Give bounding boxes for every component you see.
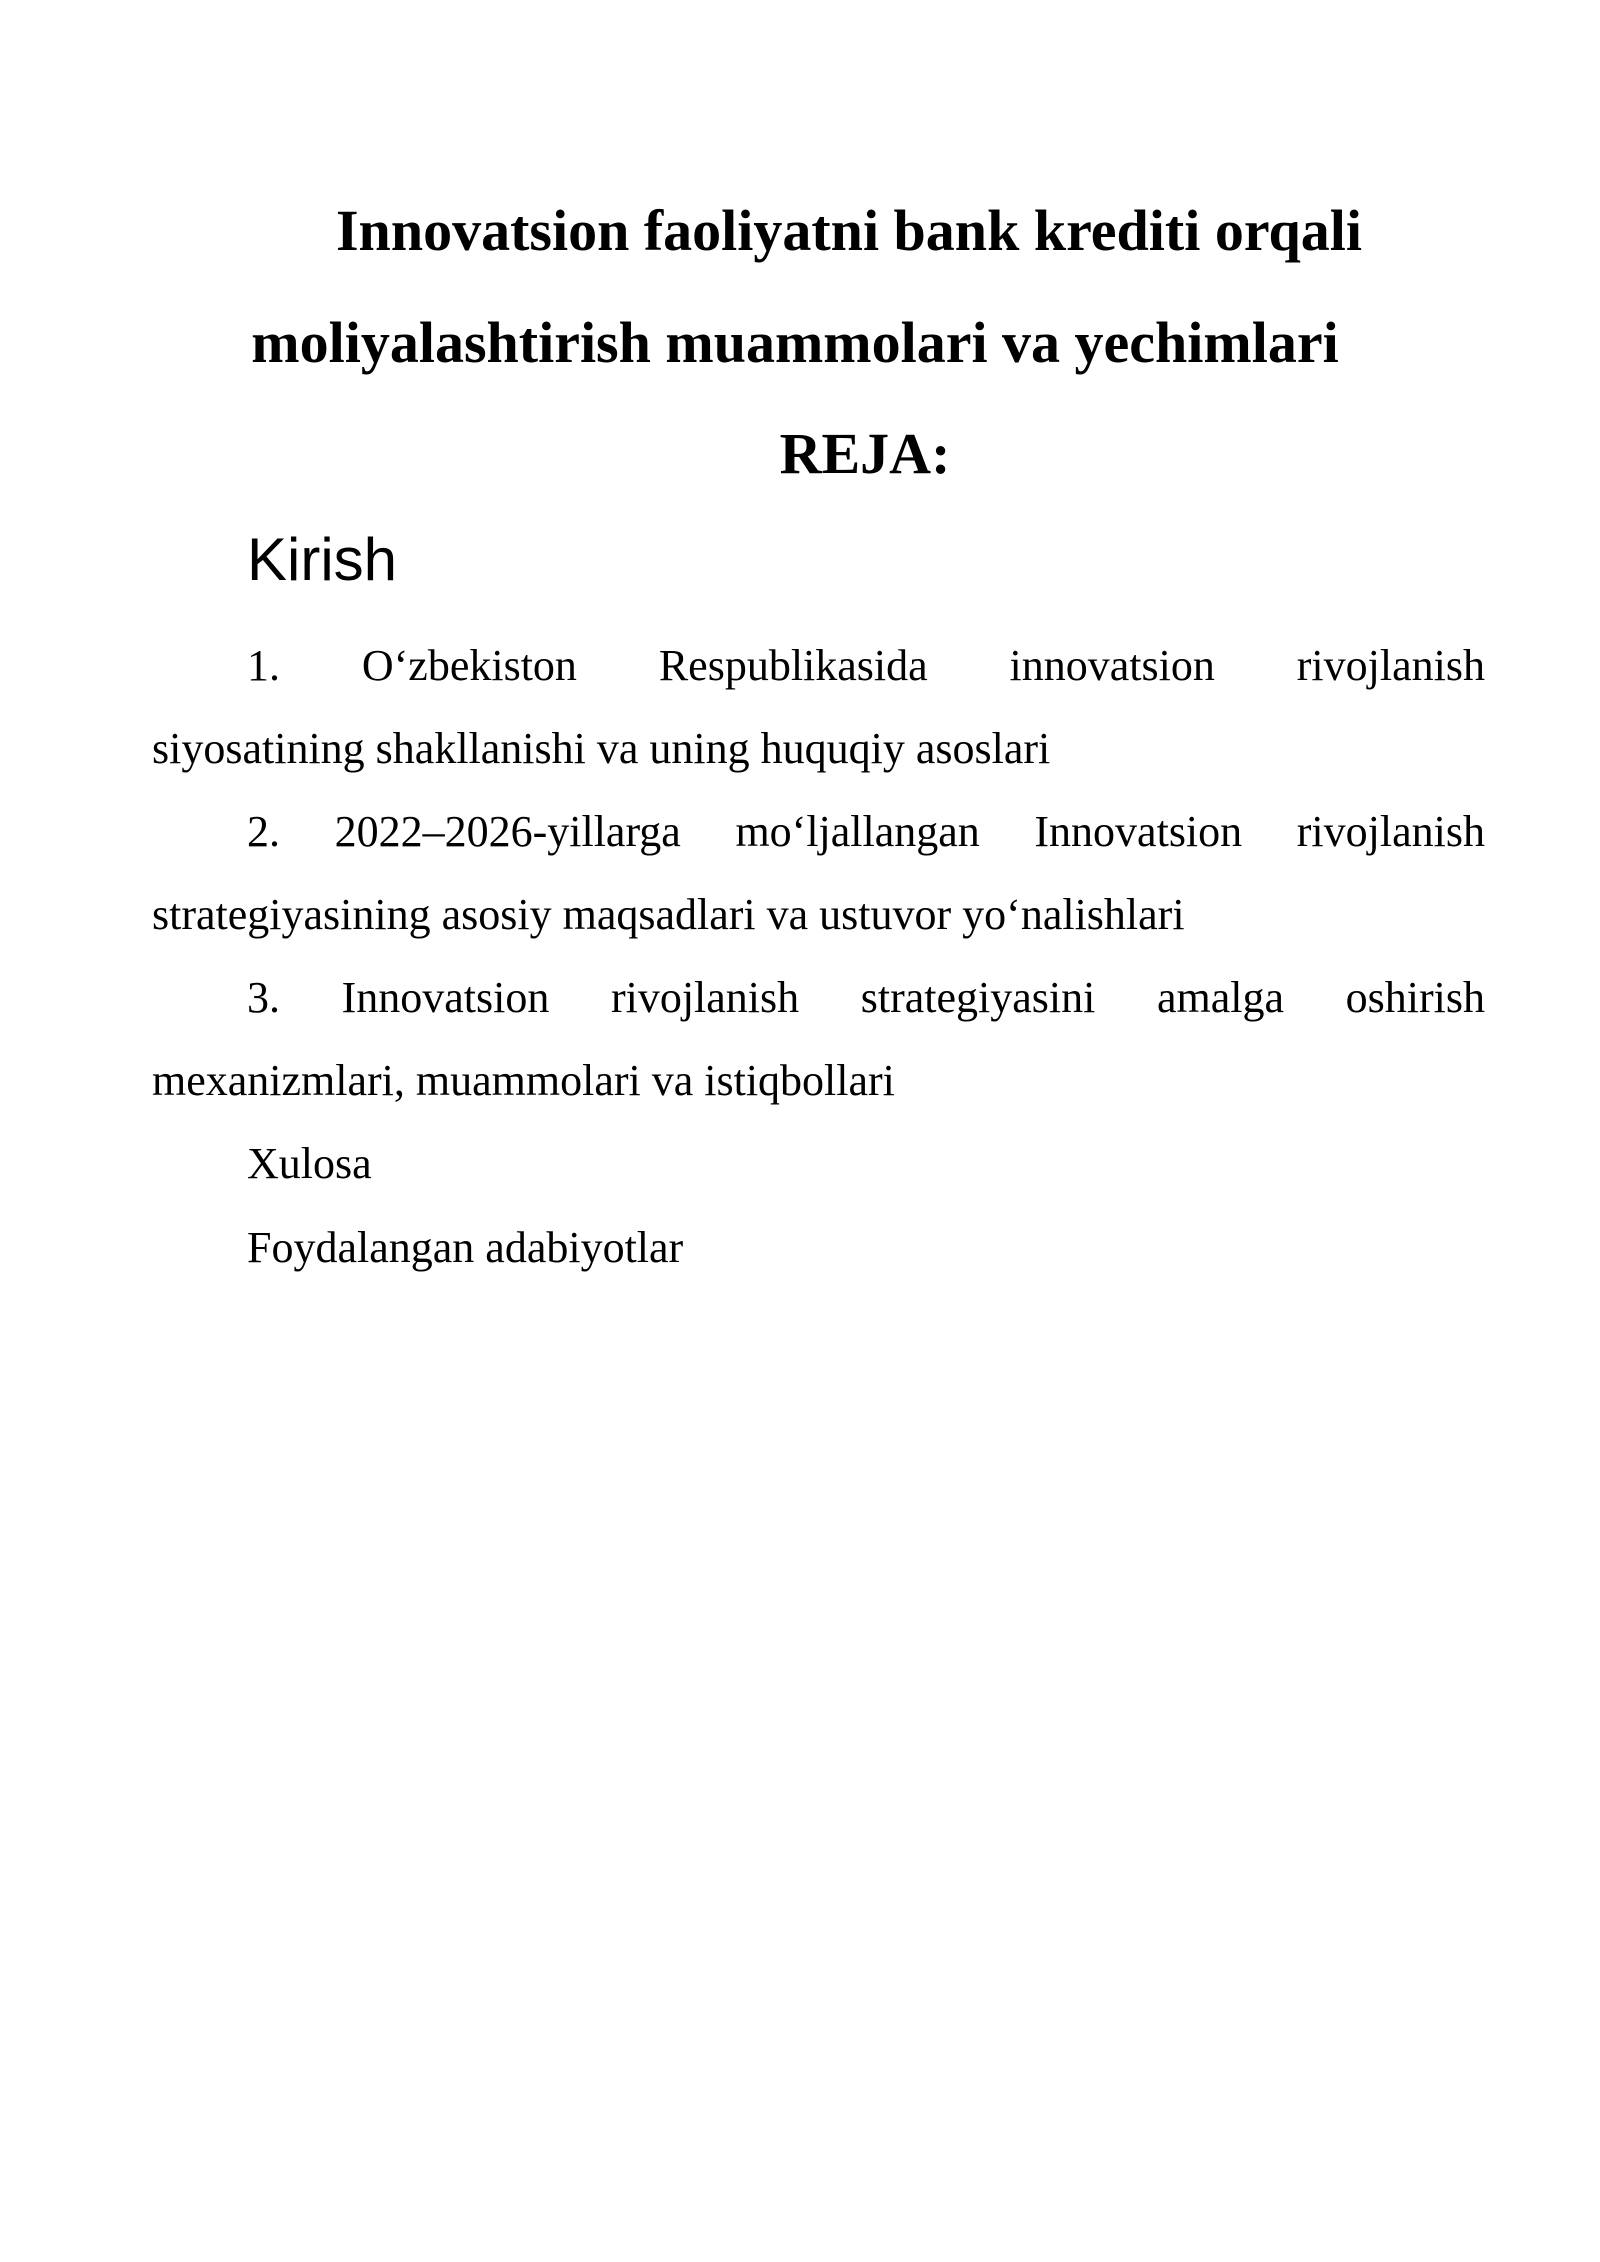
plan-item-word: mo‘ljallangan	[735, 807, 980, 856]
plan-item-3-line-1	[247, 973, 1485, 1022]
plan-item-2-line-2: strategiyasining asosiy maqsadlari va ustuvor yo‘nalishlari	[152, 890, 1185, 939]
plan-item-word: 2.	[247, 807, 280, 856]
plan-item-word: rivojlanish	[1296, 641, 1485, 690]
conclusion-heading: Xulosa	[247, 1139, 372, 1188]
plan-item-2-line-1	[247, 807, 1485, 856]
references-heading: Foydalangan adabiyotlar	[247, 1223, 684, 1272]
plan-item-word: 3.	[247, 973, 280, 1022]
plan-item-word: Innovatsion	[1034, 807, 1243, 856]
plan-item-word: O‘zbekiston	[361, 641, 577, 690]
plan-item-word: amalga	[1156, 973, 1284, 1022]
plan-item-word: Respublikasida	[658, 641, 928, 690]
plan-item-word: rivojlanish	[1296, 807, 1485, 856]
document-title-line-1: Innovatsion faoliyatni bank krediti orqali	[335, 198, 1363, 263]
document-title-line-2: moliyalashtirish muammolari va yechimlari	[251, 310, 1339, 375]
plan-item-word: rivojlanish	[610, 973, 800, 1022]
plan-item-word: 1.	[247, 641, 280, 690]
plan-heading: REJA:	[779, 421, 951, 486]
plan-item-word: Innovatsion	[341, 973, 550, 1022]
plan-item-3-line-2: mexanizmlari, muammolari va istiqbollari	[152, 1056, 895, 1105]
intro-heading: Kirish	[247, 526, 398, 593]
plan-item-1-line-2: siyosatining shakllanishi va uning huquqiy asoslari	[152, 724, 1051, 773]
plan-item-word: strategiyasini	[860, 973, 1096, 1022]
plan-item-word: 2022–2026-yillarga	[334, 807, 681, 856]
plan-item-1-line-1	[247, 641, 1485, 690]
plan-item-word: innovatsion	[1009, 641, 1215, 690]
plan-item-word: oshirish	[1345, 973, 1485, 1022]
